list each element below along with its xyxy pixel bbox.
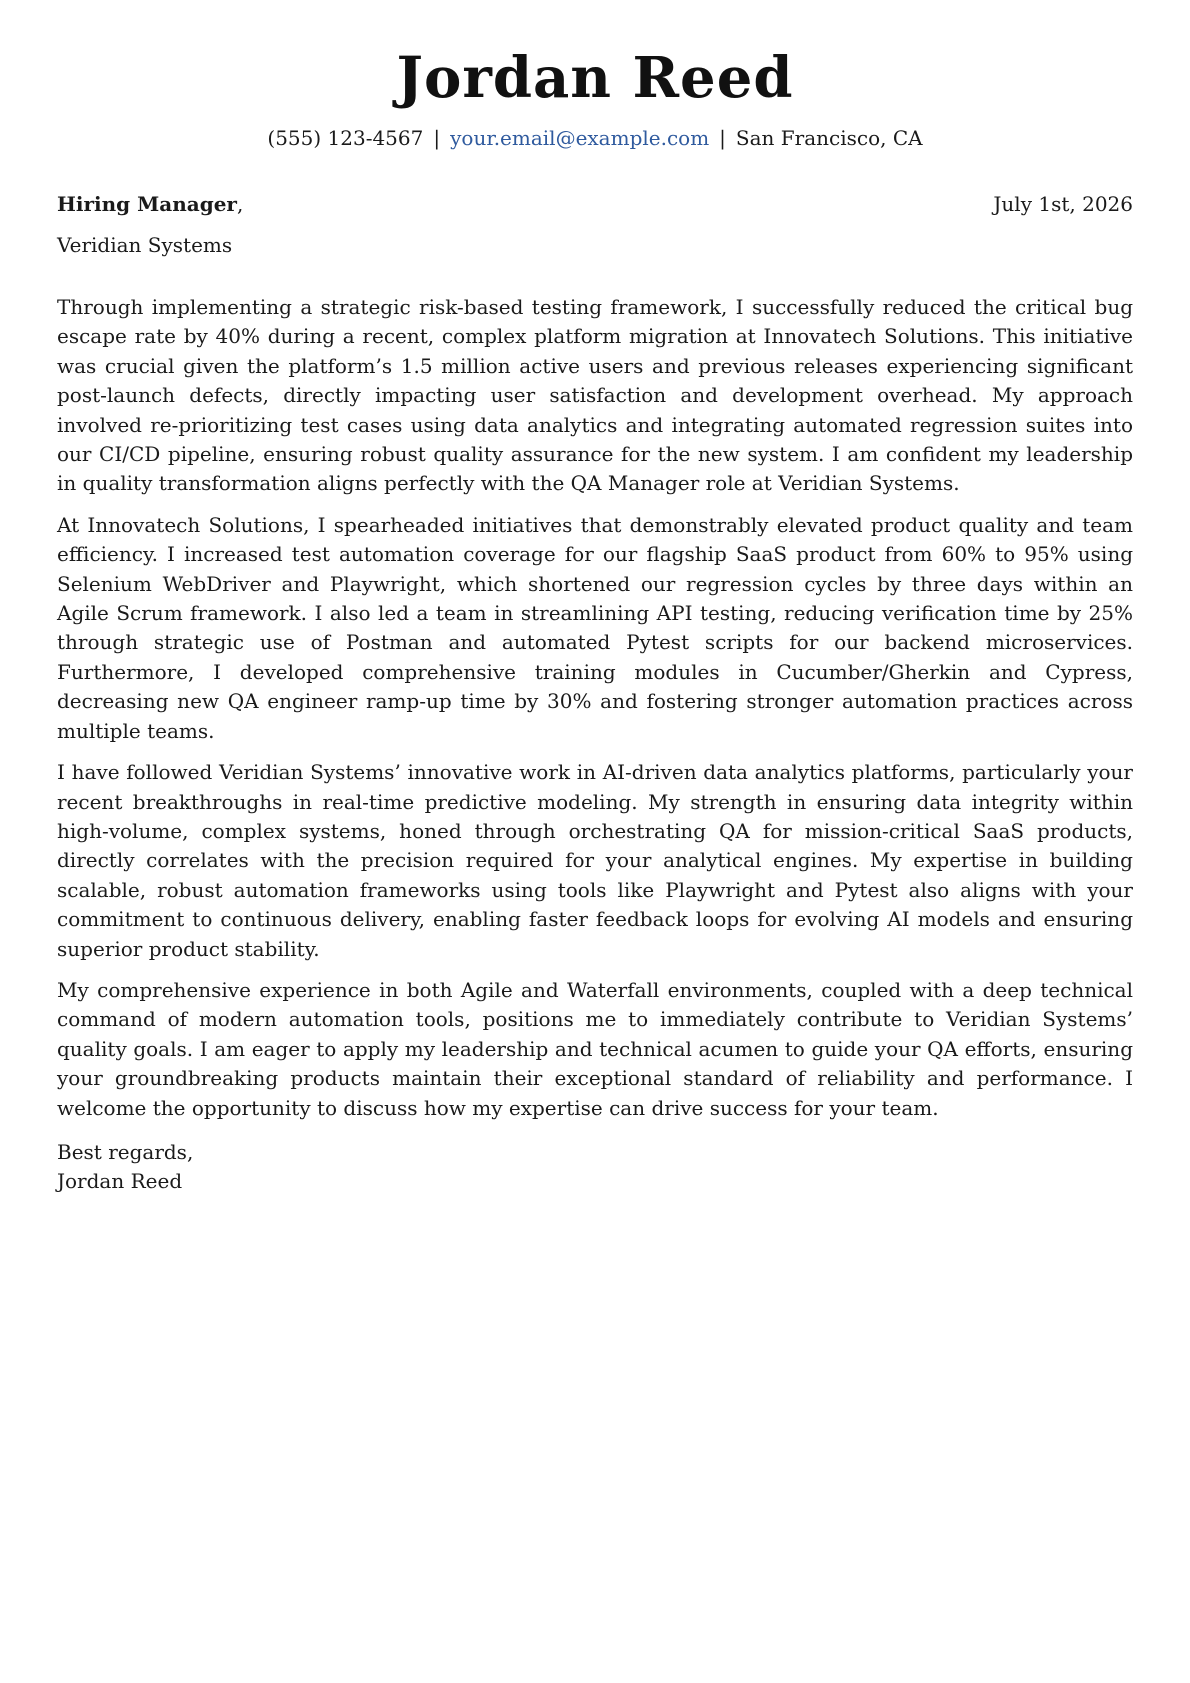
recipient-title-suffix: , (236, 192, 244, 216)
location: San Francisco, CA (735, 126, 923, 150)
contact-separator: | (719, 126, 726, 150)
recipient-salutation (57, 190, 243, 218)
contact-separator: | (433, 126, 441, 150)
signature-name: Jordan Reed (57, 1168, 183, 1193)
letter-closing (57, 1138, 1133, 1196)
body-paragraph: My comprehensive experience in both Agile and Waterfall environments, coupled with a deep technical command of modern automation tools, positions me to immediately contribute to Veridian Systems’ quality goals. I am eager to apply my leadership and technical acumen to guide your QA efforts, ensuring your groundbreaking products maintain their exceptional standard of reliability and performance. I welcome the opportunity to discuss how my expertise can drive success for your team. (57, 977, 1133, 1120)
body-paragraph: I have followed Veridian Systems’ innovative work in AI-driven data analytics platforms, particularly your recent breakthroughs in real-time predictive modeling. My strength in ensuring data integrity within high-volume, complex systems, honed through orchestrating QA for mission-critical SaaS products, directly correlates with the precision required for your analytical engines. My expertise in building scalable, robust automation frameworks using tools like Playwright and Pytest also aligns with your commitment to continuous delivery, enabling faster feedback loops for evolving AI models and ensuring superior product stability. (57, 760, 1133, 961)
letter-body (57, 293, 1133, 1123)
recipient-date-row (57, 190, 1133, 218)
letter-date: July 1st, 2026 (993, 192, 1133, 216)
email-link[interactable]: your.email@example.com (450, 126, 710, 150)
contact-line (57, 124, 1133, 152)
body-paragraph: At Innovatech Solutions, I spearheaded initiatives that demonstrably elevated product quality and team efficiency. I increased test automation coverage for our flagship SaaS product from 60% to 95% using Selenium WebDriver and Playwright, which shortened our regression cycles by three days within an Agile Scrum framework. I also led a team in streamlining API testing, reducing verification time by 25% through strategic use of Postman and automated Pytest scripts for our backend microservices. Furthermore, I developed comprehensive training modules in Cucumber/Gherkin and Cypress, decreasing new QA engineer ramp-up time by 30% and fostering stronger automation practices across multiple teams. (57, 512, 1133, 743)
cover-letter-page (57, 0, 1133, 1196)
closing-salutation: Best regards, (57, 1139, 194, 1164)
recipient-company: Veridian Systems (57, 233, 233, 257)
recipient-title: Hiring Manager (57, 192, 237, 216)
applicant-name: Jordan Reed (396, 45, 794, 111)
phone-number: (555) 123-4567 (267, 126, 424, 150)
body-paragraph: Through implementing a strategic risk-based testing framework, I successfully reduced the critical bug escape rate by 40% during a recent, complex platform migration at Innovatech Solutions. This initiative was crucial given the platform’s 1.5 million active users and previous releases experiencing significant post-launch defects, directly impacting user satisfaction and development overhead. My approach involved re-prioritizing test cases using data analytics and integrating automated regression suites into our CI/CD pipeline, ensuring robust quality assurance for the new system. I am confident my leadership in quality transformation aligns perfectly with the QA Manager role at Veridian Systems. (57, 295, 1133, 496)
